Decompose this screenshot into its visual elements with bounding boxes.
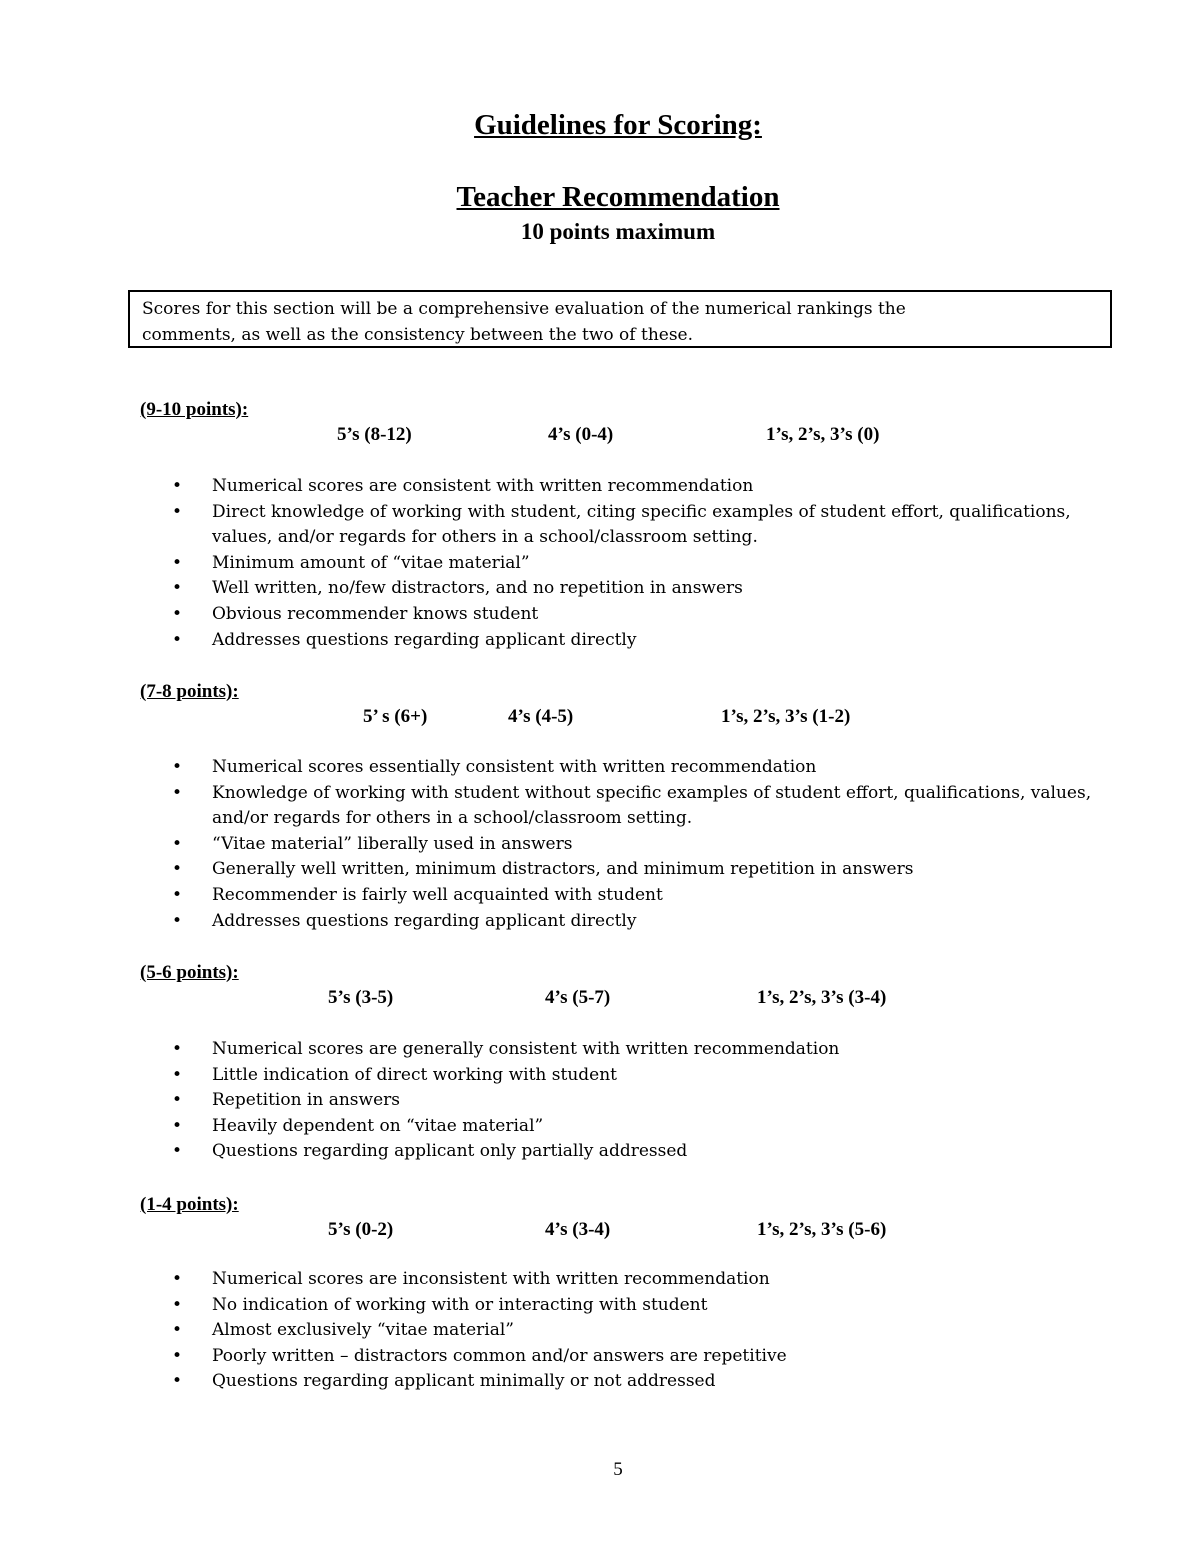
list-item: • Almost exclusively “vitae material” [0, 1318, 1200, 1344]
score-lows: 1’s, 2’s, 3’s (3-4) [757, 987, 887, 1008]
list-item: • Poorly written – distractors common and/or answers are repetitive [0, 1344, 1200, 1370]
page-title: Guidelines for Scoring: [474, 109, 762, 141]
list-item: • Knowledge of working with student without specific examples of student effort, qualifications, values, and/or regards for others in a school/classroom setting. [0, 781, 1200, 832]
list-item: • Numerical scores are generally consistent with written recommendation [0, 1037, 1200, 1063]
list-item: • “Vitae material” liberally used in answers [0, 832, 1200, 858]
note-line-1: Scores for this section will be a comprehensive evaluation of the numerical rankings the [142, 299, 906, 319]
evaluation-note-box [128, 290, 1112, 348]
criteria-list [0, 474, 1200, 653]
score-fives: 5’ s (6+) [363, 706, 428, 727]
list-item: • Obvious recommender knows student [0, 602, 1200, 628]
score-fives: 5’s (0-2) [328, 1219, 394, 1240]
list-item: • No indication of working with or interacting with student [0, 1293, 1200, 1319]
list-item: • Well written, no/few distractors, and no repetition in answers [0, 576, 1200, 602]
score-fives: 5’s (8-12) [337, 424, 412, 445]
page-subtitle: Teacher Recommendation [456, 181, 780, 213]
section-heading: (9-10 points): [140, 399, 249, 420]
score-fours: 4’s (0-4) [548, 424, 614, 445]
section-heading: (7-8 points): [140, 681, 239, 702]
score-fours: 4’s (3-4) [545, 1219, 611, 1240]
score-fours: 4’s (4-5) [508, 706, 574, 727]
note-line-2: comments, as well as the consistency between the two of these. [142, 325, 694, 345]
list-item: • Generally well written, minimum distractors, and minimum repetition in answers [0, 857, 1200, 883]
list-item: • Questions regarding applicant only partially addressed [0, 1139, 1200, 1165]
criteria-list [0, 1267, 1200, 1395]
list-item: • Minimum amount of “vitae material” [0, 551, 1200, 577]
section-heading: (1-4 points): [140, 1194, 239, 1215]
list-item: • Numerical scores are inconsistent with written recommendation [0, 1267, 1200, 1293]
list-item: • Repetition in answers [0, 1088, 1200, 1114]
list-item: • Addresses questions regarding applicant directly [0, 628, 1200, 654]
score-lows: 1’s, 2’s, 3’s (1-2) [721, 706, 851, 727]
score-lows: 1’s, 2’s, 3’s (0) [766, 424, 880, 445]
criteria-list [0, 755, 1200, 934]
list-item: • Heavily dependent on “vitae material” [0, 1114, 1200, 1140]
section-heading: (5-6 points): [140, 962, 239, 983]
criteria-list [0, 1037, 1200, 1165]
list-item: • Numerical scores are consistent with written recommendation [0, 474, 1200, 500]
list-item: • Questions regarding applicant minimally or not addressed [0, 1369, 1200, 1395]
list-item: • Numerical scores essentially consistent with written recommendation [0, 755, 1200, 781]
score-fours: 4’s (5-7) [545, 987, 611, 1008]
score-fives: 5’s (3-5) [328, 987, 394, 1008]
list-item: • Direct knowledge of working with student, citing specific examples of student effort, qualifications, values, and/or regards for others in a school/classroom setting. [0, 500, 1200, 551]
score-lows: 1’s, 2’s, 3’s (5-6) [757, 1219, 887, 1240]
list-item: • Recommender is fairly well acquainted with student [0, 883, 1200, 909]
list-item: • Addresses questions regarding applicant directly [0, 909, 1200, 935]
max-points-label: 10 points maximum [520, 219, 716, 244]
page-number: 5 [613, 1459, 623, 1480]
list-item: • Little indication of direct working with student [0, 1063, 1200, 1089]
